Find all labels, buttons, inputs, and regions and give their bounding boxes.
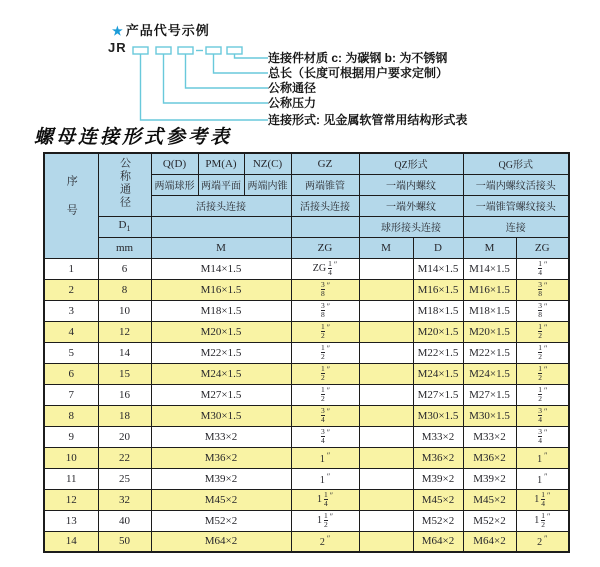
cell-qz-d: M14×1.5 bbox=[413, 258, 463, 279]
table-row bbox=[44, 510, 569, 531]
cell-mm: 50 bbox=[98, 531, 151, 552]
cell-qz-m bbox=[359, 426, 413, 447]
cell-zg: $\frac{1}{2}$ ″ bbox=[291, 363, 359, 384]
header-qz-desc1: 一端内螺纹 bbox=[359, 174, 463, 195]
code-box bbox=[227, 47, 242, 54]
code-label-material: 连接件材质 c: 为碳钢 b: 为不锈钢 bbox=[268, 51, 448, 65]
cell-qg-m: M45×2 bbox=[463, 489, 516, 510]
cell-qg-m: M20×1.5 bbox=[463, 321, 516, 342]
header-qz-connection: 球形接头连接 bbox=[359, 216, 463, 237]
cell-m: M39×2 bbox=[151, 468, 291, 489]
fraction: $\frac{1}{4}$ bbox=[541, 489, 545, 508]
cell-qg-zg: $\frac{1}{2}$ ″ bbox=[516, 342, 569, 363]
cell-m: M18×1.5 bbox=[151, 300, 291, 321]
table-row bbox=[44, 363, 569, 384]
header-mm: mm bbox=[98, 237, 151, 258]
header-union-connection: 活接头连接 bbox=[151, 195, 291, 216]
cell-seq: 12 bbox=[44, 489, 98, 510]
cell-m: M33×2 bbox=[151, 426, 291, 447]
cell-qz-m bbox=[359, 258, 413, 279]
cell-qg-m: M64×2 bbox=[463, 531, 516, 552]
cell-zg: 1 ″ bbox=[291, 447, 359, 468]
fraction: $\frac{3}{4}$ bbox=[538, 426, 542, 445]
cell-qg-zg: 1 ″ bbox=[516, 447, 569, 468]
table-row bbox=[44, 426, 569, 447]
fraction: $\frac{1}{2}$ bbox=[320, 321, 325, 340]
cell-zg: 1 $\frac{1}{2}$ ″ bbox=[291, 510, 359, 531]
cell-seq: 6 bbox=[44, 363, 98, 384]
code-label-diameter: 公称通径 bbox=[268, 81, 317, 95]
cell-m: M36×2 bbox=[151, 447, 291, 468]
header-qg-desc1: 一端内螺纹活接头 bbox=[463, 174, 569, 195]
product-code-prefix: JR bbox=[108, 40, 127, 55]
cell-qg-zg: $\frac{1}{2}$ ″ bbox=[516, 321, 569, 342]
table-row bbox=[44, 447, 569, 468]
cell-m: M22×1.5 bbox=[151, 342, 291, 363]
code-label-length: 总长（长度可根据用户要求定制） bbox=[268, 66, 449, 80]
product-code-heading-text: 产品代号示例 bbox=[125, 23, 210, 38]
fraction: $\frac{1}{2}$ bbox=[538, 384, 542, 403]
table-row bbox=[44, 279, 569, 300]
cell-qg-m: M24×1.5 bbox=[463, 363, 516, 384]
header-col-q: Q(D) bbox=[151, 153, 198, 174]
cell-qg-m: M36×2 bbox=[463, 447, 516, 468]
fraction: $\frac{3}{8}$ bbox=[538, 300, 542, 319]
cell-seq: 7 bbox=[44, 384, 98, 405]
fraction: $\frac{3}{8}$ bbox=[320, 300, 325, 319]
fraction: $\frac{1}{2}$ bbox=[320, 342, 325, 361]
cell-zg: ZG $\frac{1}{4}$ ″ bbox=[291, 258, 359, 279]
code-label-pressure: 公称压力 bbox=[268, 96, 317, 110]
fraction: $\frac{1}{2}$ bbox=[320, 363, 325, 382]
header-q-desc: 两端球形 bbox=[151, 174, 198, 195]
table-row bbox=[44, 489, 569, 510]
table-row bbox=[44, 300, 569, 321]
header-col-pm: PM(A) bbox=[198, 153, 244, 174]
cell-seq: 10 bbox=[44, 447, 98, 468]
cell-qg-zg: $\frac{3}{8}$ ″ bbox=[516, 279, 569, 300]
cell-qg-zg: $\frac{1}{2}$ ″ bbox=[516, 363, 569, 384]
cell-m: M64×2 bbox=[151, 531, 291, 552]
cell-zg: 1 ″ bbox=[291, 468, 359, 489]
cell-qz-m bbox=[359, 447, 413, 468]
cell-zg: 2 ″ bbox=[291, 531, 359, 552]
cell-seq: 5 bbox=[44, 342, 98, 363]
cell-qg-m: M39×2 bbox=[463, 468, 516, 489]
cell-qz-d: M45×2 bbox=[413, 489, 463, 510]
header-col-qg: QG形式 bbox=[463, 153, 569, 174]
cell-qg-m: M52×2 bbox=[463, 510, 516, 531]
header-qg-m: M bbox=[463, 237, 516, 258]
cell-qz-m bbox=[359, 384, 413, 405]
cell-m: M16×1.5 bbox=[151, 279, 291, 300]
cell-seq: 4 bbox=[44, 321, 98, 342]
cell-seq: 2 bbox=[44, 279, 98, 300]
cell-zg: $\frac{1}{2}$ ″ bbox=[291, 384, 359, 405]
header-gz-connection: 活接头连接 bbox=[291, 195, 359, 216]
cell-m: M24×1.5 bbox=[151, 363, 291, 384]
nut-connection-table bbox=[43, 152, 570, 553]
cell-m: M27×1.5 bbox=[151, 384, 291, 405]
cell-qg-m: M22×1.5 bbox=[463, 342, 516, 363]
cell-qg-m: M14×1.5 bbox=[463, 258, 516, 279]
cell-mm: 18 bbox=[98, 405, 151, 426]
header-col-nz: NZ(C) bbox=[244, 153, 291, 174]
header-d1: $D_1$ bbox=[98, 216, 151, 237]
cell-qz-m bbox=[359, 321, 413, 342]
cell-qg-zg: 1 $\frac{1}{4}$ ″ bbox=[516, 489, 569, 510]
cell-qg-zg: $\frac{3}{4}$ ″ bbox=[516, 405, 569, 426]
header-qg-connection: 连接 bbox=[463, 216, 569, 237]
cell-qz-m bbox=[359, 279, 413, 300]
cell-m: M14×1.5 bbox=[151, 258, 291, 279]
cell-qz-m bbox=[359, 363, 413, 384]
cell-mm: 20 bbox=[98, 426, 151, 447]
cell-zg: $\frac{1}{2}$ ″ bbox=[291, 321, 359, 342]
cell-qz-d: M22×1.5 bbox=[413, 342, 463, 363]
cell-qz-m bbox=[359, 531, 413, 552]
fraction: $\frac{3}{4}$ bbox=[538, 405, 542, 424]
fraction: $\frac{1}{2}$ bbox=[323, 510, 328, 529]
header-qz-desc2: 一端外螺纹 bbox=[359, 195, 463, 216]
cell-zg: $\frac{1}{2}$ ″ bbox=[291, 342, 359, 363]
code-box bbox=[178, 47, 193, 54]
product-code-heading bbox=[112, 20, 210, 39]
cell-qg-zg: 2 ″ bbox=[516, 531, 569, 552]
cell-mm: 14 bbox=[98, 342, 151, 363]
cell-mm: 25 bbox=[98, 468, 151, 489]
code-box bbox=[133, 47, 148, 54]
cell-zg: $\frac{3}{4}$ ″ bbox=[291, 426, 359, 447]
table-row bbox=[44, 468, 569, 489]
cell-qg-m: M33×2 bbox=[463, 426, 516, 447]
cell-mm: 40 bbox=[98, 510, 151, 531]
table-row bbox=[44, 342, 569, 363]
cell-qg-m: M16×1.5 bbox=[463, 279, 516, 300]
fraction: $\frac{1}{2}$ bbox=[538, 342, 542, 361]
cell-zg: $\frac{3}{8}$ ″ bbox=[291, 279, 359, 300]
cell-qg-m: M30×1.5 bbox=[463, 405, 516, 426]
header-nominal-diameter: 公称通径 bbox=[98, 153, 151, 216]
cell-qz-d: M64×2 bbox=[413, 531, 463, 552]
cell-zg: $\frac{3}{4}$ ″ bbox=[291, 405, 359, 426]
fraction: $\frac{3}{8}$ bbox=[320, 279, 325, 298]
cell-qz-m bbox=[359, 342, 413, 363]
cell-qz-d: M27×1.5 bbox=[413, 384, 463, 405]
code-box bbox=[156, 47, 171, 54]
cell-mm: 15 bbox=[98, 363, 151, 384]
cell-qz-d: M18×1.5 bbox=[413, 300, 463, 321]
cell-qz-d: M20×1.5 bbox=[413, 321, 463, 342]
cell-qg-zg: $\frac{1}{2}$ ″ bbox=[516, 384, 569, 405]
cell-qz-d: M30×1.5 bbox=[413, 405, 463, 426]
fraction: $\frac{3}{4}$ bbox=[320, 405, 325, 424]
cell-qz-d: M52×2 bbox=[413, 510, 463, 531]
cell-qz-d: M36×2 bbox=[413, 447, 463, 468]
cell-seq: 9 bbox=[44, 426, 98, 447]
table-row bbox=[44, 258, 569, 279]
cell-mm: 32 bbox=[98, 489, 151, 510]
fraction: $\frac{1}{2}$ bbox=[541, 510, 545, 529]
cell-seq: 11 bbox=[44, 468, 98, 489]
cell-qg-m: M27×1.5 bbox=[463, 384, 516, 405]
cell-m: M20×1.5 bbox=[151, 321, 291, 342]
header-pm-desc: 两端平面 bbox=[198, 174, 244, 195]
cell-m: M52×2 bbox=[151, 510, 291, 531]
cell-qz-m bbox=[359, 405, 413, 426]
cell-qz-d: M24×1.5 bbox=[413, 363, 463, 384]
header-col-gz: GZ bbox=[291, 153, 359, 174]
cell-qg-m: M18×1.5 bbox=[463, 300, 516, 321]
fraction: $\frac{3}{8}$ bbox=[538, 279, 542, 298]
cell-zg: $\frac{3}{8}$ ″ bbox=[291, 300, 359, 321]
cell-qz-d: M33×2 bbox=[413, 426, 463, 447]
header-qg-desc2: 一端锥管螺纹接头 bbox=[463, 195, 569, 216]
cell-seq: 3 bbox=[44, 300, 98, 321]
code-label-connection: 连接形式: 见金属软管常用结构形式表 bbox=[268, 113, 468, 127]
table-row bbox=[44, 405, 569, 426]
code-box bbox=[206, 47, 221, 54]
fraction: $\frac{1}{4}$ bbox=[323, 489, 328, 508]
cell-qz-d: M16×1.5 bbox=[413, 279, 463, 300]
cell-qz-m bbox=[359, 468, 413, 489]
cell-qg-zg: $\frac{1}{4}$ ″ bbox=[516, 258, 569, 279]
cell-seq: 8 bbox=[44, 405, 98, 426]
cell-mm: 12 bbox=[98, 321, 151, 342]
cell-qg-zg: 1 $\frac{1}{2}$ ″ bbox=[516, 510, 569, 531]
cell-mm: 8 bbox=[98, 279, 151, 300]
header-m-wide: M bbox=[151, 237, 291, 258]
cell-qz-m bbox=[359, 300, 413, 321]
cell-zg: 1 $\frac{1}{4}$ ″ bbox=[291, 489, 359, 510]
cell-mm: 10 bbox=[98, 300, 151, 321]
fraction: $\frac{1}{2}$ bbox=[320, 384, 325, 403]
fraction: $\frac{1}{4}$ bbox=[538, 258, 542, 277]
header-qz-m: M bbox=[359, 237, 413, 258]
cell-mm: 6 bbox=[98, 258, 151, 279]
header-qg-zg: ZG bbox=[516, 237, 569, 258]
table-row bbox=[44, 384, 569, 405]
fraction: $\frac{1}{2}$ bbox=[538, 321, 542, 340]
cell-qg-zg: 1 ″ bbox=[516, 468, 569, 489]
fraction: $\frac{1}{2}$ bbox=[538, 363, 542, 382]
table-row bbox=[44, 321, 569, 342]
cell-qz-m bbox=[359, 510, 413, 531]
header-zg: ZG bbox=[291, 237, 359, 258]
header-gz-desc: 两端锥管 bbox=[291, 174, 359, 195]
cell-qg-zg: $\frac{3}{4}$ ″ bbox=[516, 426, 569, 447]
table-row bbox=[44, 531, 569, 552]
cell-seq: 14 bbox=[44, 531, 98, 552]
cell-qg-zg: $\frac{3}{8}$ ″ bbox=[516, 300, 569, 321]
table-body bbox=[44, 258, 569, 552]
table-title: 螺母连接形式参考表 bbox=[34, 126, 233, 148]
header-col-qz: QZ形式 bbox=[359, 153, 463, 174]
leader-lines bbox=[141, 54, 269, 120]
header-empty-left bbox=[151, 216, 291, 237]
cell-qz-m bbox=[359, 489, 413, 510]
cell-mm: 16 bbox=[98, 384, 151, 405]
star-icon: ★ bbox=[112, 24, 124, 38]
cell-mm: 22 bbox=[98, 447, 151, 468]
header-empty-gz bbox=[291, 216, 359, 237]
header-seq: 序号 bbox=[44, 153, 98, 258]
fraction: $\frac{1}{4}$ bbox=[328, 258, 332, 277]
fraction: $\frac{3}{4}$ bbox=[320, 426, 325, 445]
header-qz-d: D bbox=[413, 237, 463, 258]
header-nz-desc: 两端内锥 bbox=[244, 174, 291, 195]
table-header bbox=[44, 153, 569, 258]
cell-seq: 13 bbox=[44, 510, 98, 531]
code-boxes bbox=[133, 47, 242, 54]
cell-m: M30×1.5 bbox=[151, 405, 291, 426]
cell-seq: 1 bbox=[44, 258, 98, 279]
cell-m: M45×2 bbox=[151, 489, 291, 510]
cell-qz-d: M39×2 bbox=[413, 468, 463, 489]
